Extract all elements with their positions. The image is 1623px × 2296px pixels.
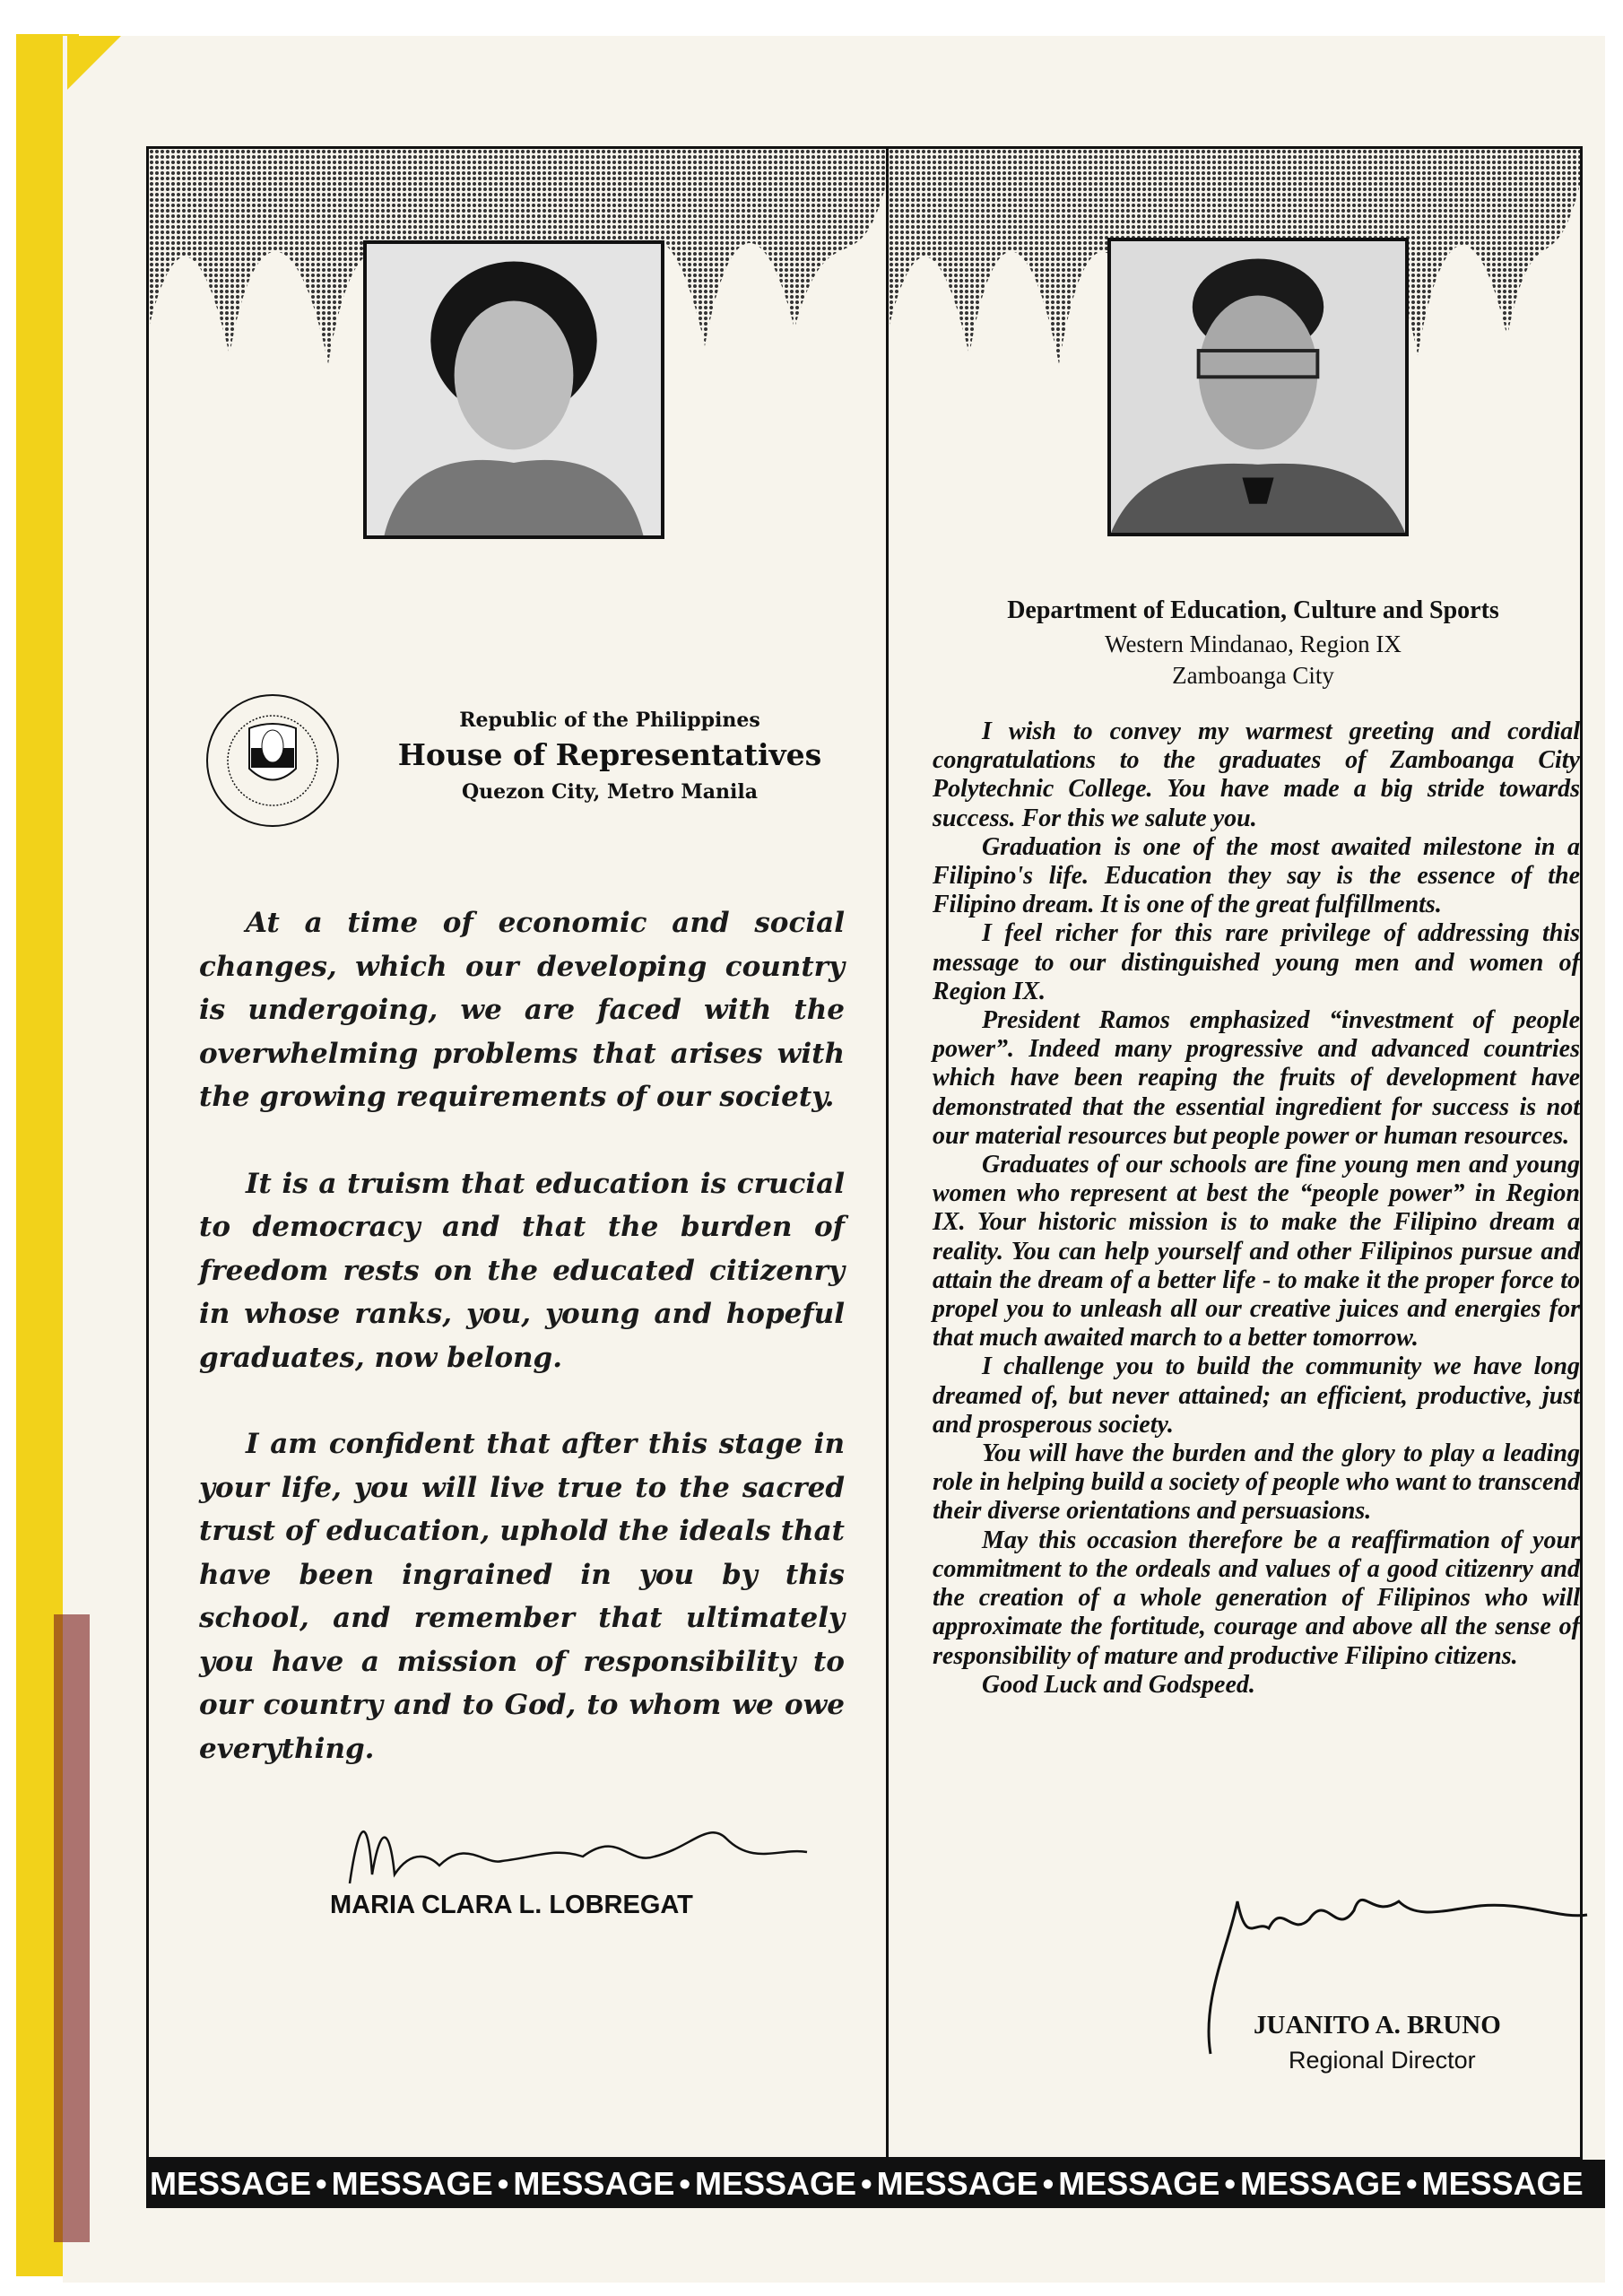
right-paragraph: President Ramos emphasized “investment of people power”. Indeed many progressive and advanced countries which have been reaping the fruits of development have demonstrated that the essential ingredient for success is not our material resources but people power or human resources. (933, 1006, 1580, 1150)
left-paragraph: It is a truism that education is crucial to democracy and that the burden of freedom rests on the educated citizenry in whose ranks, you, young and hopeful graduates, now belong. (199, 1167, 845, 1374)
department-region: Western Mindanao, Region IX (1105, 631, 1402, 657)
right-paragraph: Graduates of our schools are fine young men and young women who represent at best the “people power” in Region IX. Your historic mission is to make the Filipino dream a reality. You can help yourself and other Filipinos pursue and attain the dream of a better life - to make it the proper force to propel you to unleash all our creative juices and energies for that much awaited march to a better tomorrow. (933, 1151, 1580, 1352)
banner-word: MESSAGE (331, 2165, 493, 2202)
folded-corner (67, 36, 121, 90)
left-paragraph: At a time of economic and social changes, which our developing country is undergoing, we are faced with the overwhelming problems that arises with the growing requirements of our society. (199, 907, 845, 1113)
letterhead-republic: Republic of the Philippines (459, 709, 760, 732)
right-paragraph: May this occasion therefore be a reaffirmation of your commitment to the ordeals and values of a good citizenry and the creation of a whole generation of Filipinos who will approximate the fortitude, courage and above all the sense of responsibility of mature and productive Filipino citizens. (933, 1526, 1580, 1670)
left-paragraph: I am confident that after this stage in your life, you will live true to the sacred trust of education, uphold the ideals that have been ingrained in you by this school, and remember that ultimately you have a mission of responsibility to our country and to God, to whom we owe everything. (199, 1428, 845, 1765)
banner-separator: • (1224, 2165, 1236, 2202)
signatory-title-right: Regional Director (1289, 2047, 1476, 2074)
column-divider (886, 146, 889, 2160)
signature-bruno (1184, 1866, 1605, 2072)
torn-edge-stain (54, 1614, 90, 2242)
banner-separator: • (1042, 2165, 1055, 2202)
banner-word: MESSAGE (694, 2165, 857, 2202)
letterhead-house: House of Representatives (397, 737, 822, 772)
right-message-body (933, 718, 1580, 1700)
banner-word: MESSAGE (513, 2165, 675, 2202)
right-paragraph: Good Luck and Godspeed. (982, 1670, 1255, 1699)
left-message-body (199, 901, 845, 1813)
signatory-name-left: MARIA CLARA L. LOBREGAT (330, 1891, 693, 1919)
banner-word: MESSAGE (1239, 2165, 1402, 2202)
portrait-photo-lobregat (363, 240, 664, 539)
right-paragraph: You will have the burden and the glory to play a leading role in helping build a society of people who want to transcend their diverse orientations and persuasions. (933, 1439, 1580, 1526)
house-of-representatives-seal (204, 692, 341, 829)
banner-separator: • (861, 2165, 872, 2202)
letterhead-city: Quezon City, Metro Manila (461, 780, 758, 804)
department-title: Department of Education, Culture and Sports (1007, 596, 1499, 624)
department-city: Zamboanga City (1172, 662, 1334, 689)
banner-separator: • (316, 2165, 327, 2202)
banner-separator: • (679, 2165, 690, 2202)
right-paragraph: I wish to convey my warmest greeting and cordial congratulations to the graduates of Zamboanga City Polytechnic College. You have made a big stride towards success. For this we salute you. (933, 718, 1580, 832)
banner-separator: • (1405, 2165, 1418, 2202)
signatory-name-right: JUANITO A. BRUNO (1254, 2011, 1501, 2039)
banner-word: MESSAGE (1421, 2165, 1584, 2202)
right-paragraph: Graduation is one of the most awaited milestone in a Filipino's life. Education they say is the essence of the Filipino dream. It is one of the great fulfillments. (933, 832, 1580, 919)
portrait-photo-bruno (1107, 238, 1409, 536)
right-paragraph: I challenge you to build the community we have long dreamed of, but never attained; an efficient, productive, just and prosperous society. (933, 1352, 1580, 1439)
banner-separator: • (497, 2165, 509, 2202)
banner-word: MESSAGE (876, 2165, 1038, 2202)
right-paragraph: I feel richer for this rare privilege of addressing this message to our distinguished young men and women of Region IX. (933, 919, 1580, 1005)
banner-word: MESSAGE (1058, 2165, 1220, 2202)
banner-word: MESSAGE (150, 2165, 312, 2202)
message-banner (146, 2160, 1605, 2208)
